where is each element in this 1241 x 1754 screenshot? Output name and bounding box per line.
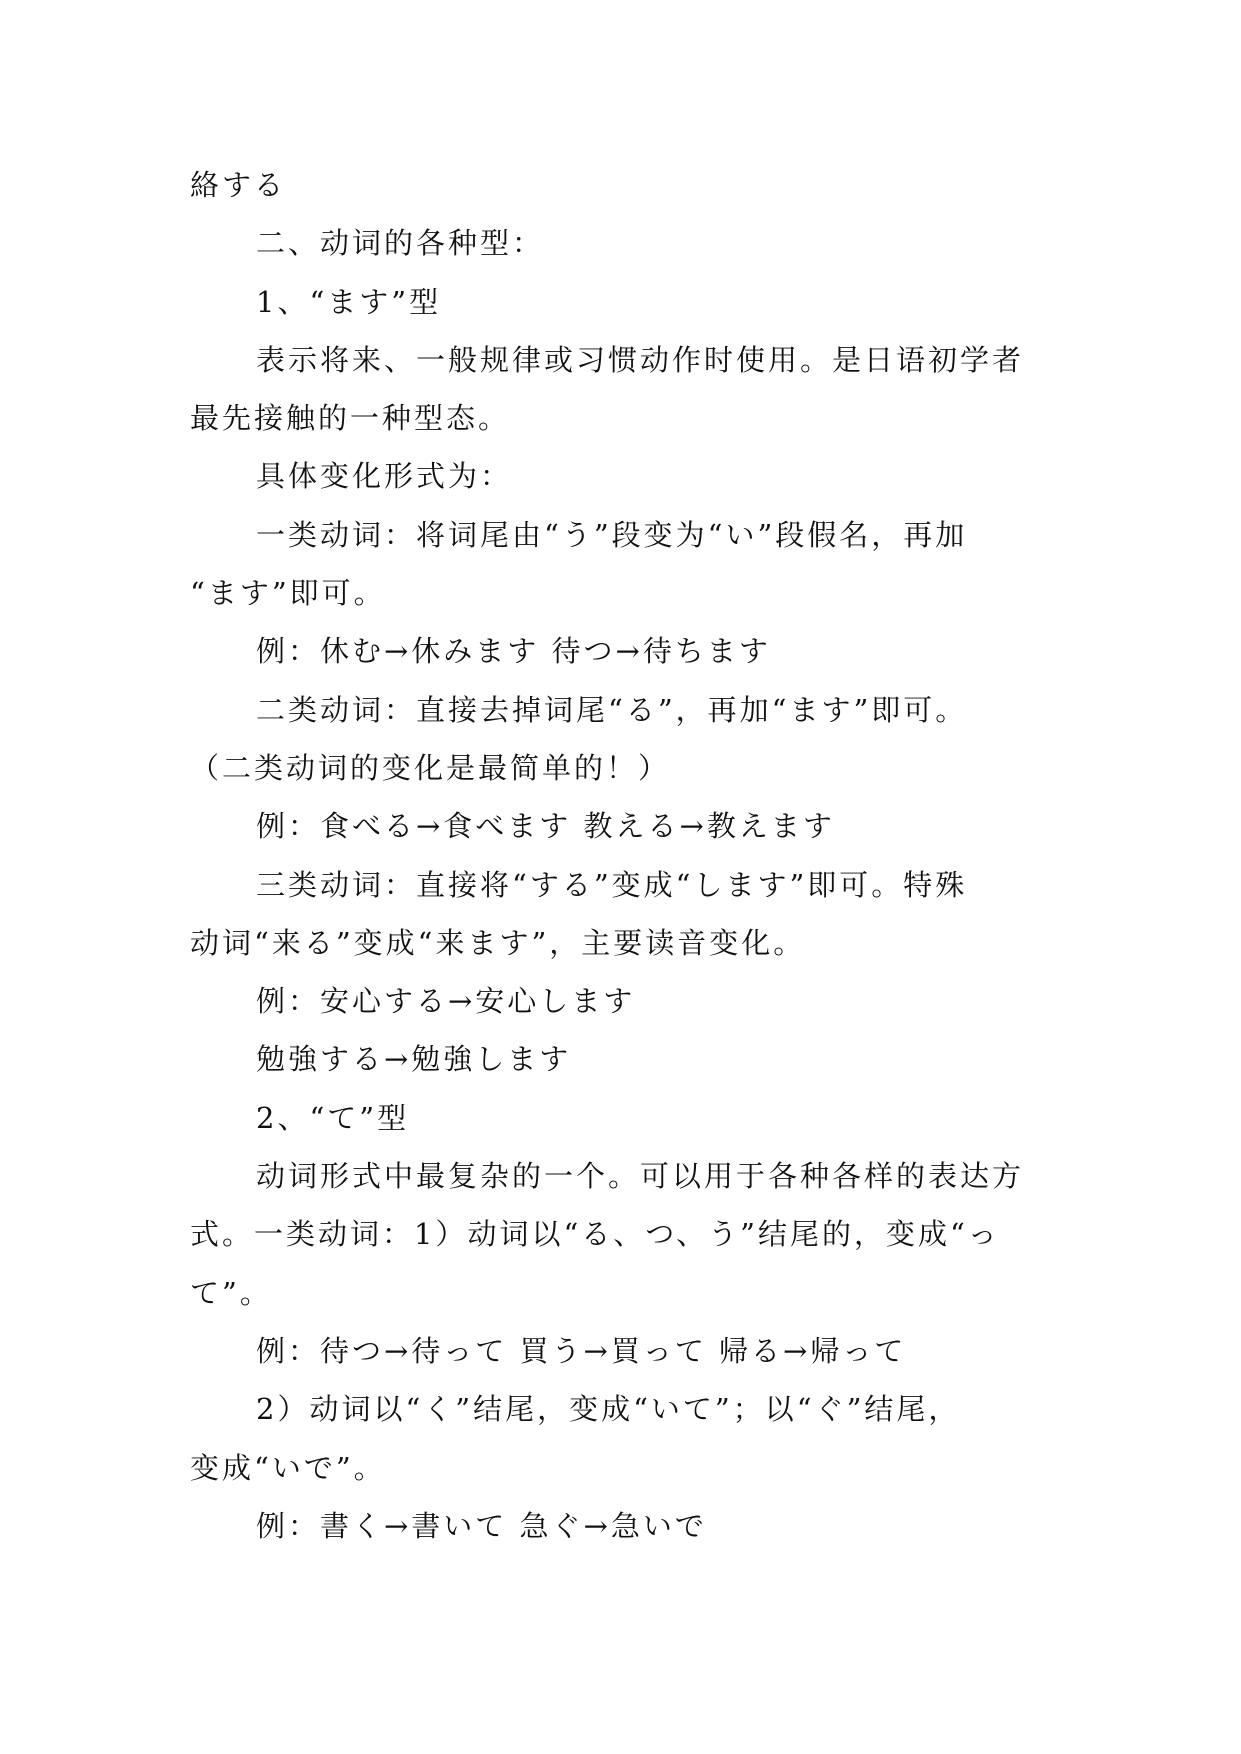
text-line: 动词“来る”变成“来ます”，主要读音变化。 <box>190 925 806 960</box>
example-line: 例：待つ→待って 買う→買って 帰る→帰って <box>256 1333 907 1368</box>
text-line: 表示将来、一般规律或习惯动作时使用。是日语初学者 <box>256 342 1025 377</box>
example-line: 例：安心する→安心します <box>256 984 636 1019</box>
text-line: 具体变化形式为： <box>256 459 513 494</box>
example-line: 勉強する→勉強します <box>256 1042 572 1077</box>
document-page <box>190 156 1070 1555</box>
example-line: 例：書く→書いて 急ぐ→急いで <box>256 1508 707 1543</box>
text-line: （二类动词的变化是最简单的！） <box>190 750 671 785</box>
text-line: “ます”即可。 <box>190 576 386 611</box>
subsection-heading: 1、“ます”型 <box>256 284 442 319</box>
text-line: 最先接触的一种型态。 <box>190 401 511 436</box>
text-line: て”。 <box>190 1275 272 1310</box>
text-line: 2）动词以“く”结尾，变成“いて”；以“ぐ”结尾， <box>256 1392 961 1427</box>
text-line: 变成“いで”。 <box>190 1450 386 1485</box>
text-line: 絡する <box>190 168 287 202</box>
text-line: 式。一类动词：1）动词以“る、つ、う”结尾的，变成“っ <box>190 1217 1000 1252</box>
text-line: 一类动词：将词尾由“う”段变为“い”段假名，再加 <box>256 517 968 552</box>
text-line: 动词形式中最复杂的一个。可以用于各种各样的表达方 <box>256 1159 1025 1194</box>
text-line: 二类动词：直接去掉词尾“る”，再加“ます”即可。 <box>256 692 968 727</box>
subsection-heading: 2、“て”型 <box>256 1100 410 1135</box>
example-line: 例：休む→休みます 待つ→待ちます <box>256 634 771 669</box>
example-line: 例：食べる→食べます 教える→教えます <box>256 809 835 844</box>
section-heading: 二、动词的各种型： <box>256 226 545 261</box>
text-line: 三类动词：直接将“する”变成“します”即可。特殊 <box>256 867 968 902</box>
